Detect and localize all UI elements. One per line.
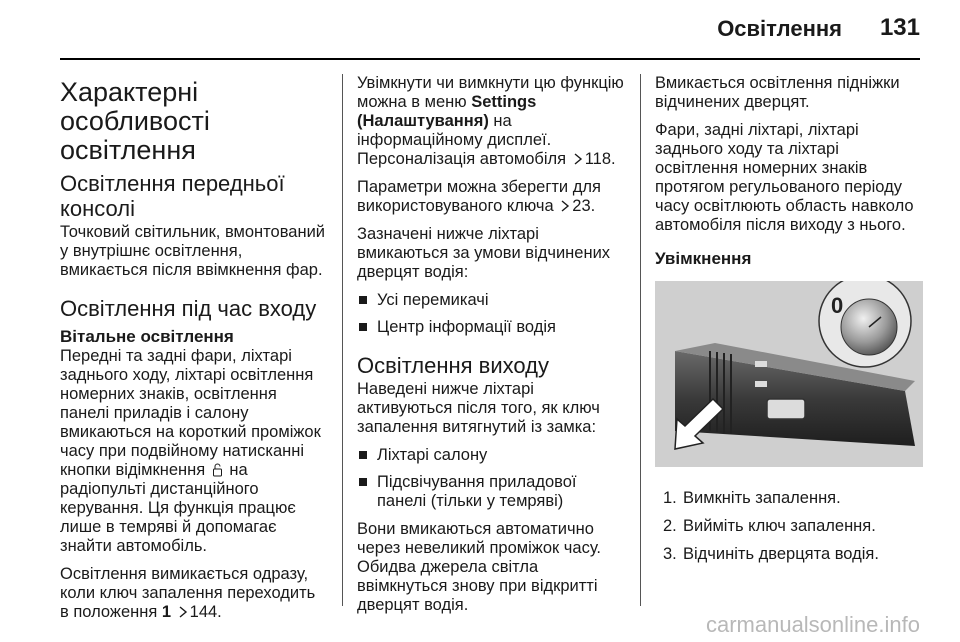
list-item: Усі перемикачі	[357, 291, 625, 310]
light-switch-illustration	[655, 281, 923, 467]
page-header	[0, 0, 960, 60]
exit-lighting-text: Фари, задні ліхтарі, ліхтарі заднього ходу та ліхтарі освітлення номерних знаків протягом регульованого періоду часу освітлюють область навколо автомобіля після виходу з нього.	[655, 121, 914, 234]
settings-menu-text: Увімкнути чи вимкнути цю функцію можна в меню Settings (Налаштування) на інформаційному дисплеї. Персоналізація автомобіля 118.	[357, 74, 624, 168]
watermark: carmanualsonline.info	[705, 612, 920, 637]
section-heading-exit: Освітлення виходу	[357, 353, 549, 378]
column-divider-1	[342, 74, 343, 606]
door-lights-text: Зазначені нижче ліхтарі вмикаються за умови відчинених дверцят водія:	[357, 225, 611, 281]
step-lighting-text: Вмикається освітлення підніжки відчинених дверцят.	[655, 74, 900, 111]
page-number: 131	[879, 14, 920, 41]
welcome-light-text: Передні та задні фари, ліхтарі заднього ходу, ліхтарі освітлення номерних знаків, освітлення панелі приладів і салону вмикаються на короткий проміжок часу при подвійному натисканні кнопки відімкнення на радіопульті дистанційного керування. Ця функція працює лише в темряві й допомагає знайти автомобіль.	[60, 347, 321, 555]
unlock-icon	[212, 463, 223, 477]
auto-off-text: Вони вмикаються автоматично через невеликий проміжок часу. Обидва джерела світла ввімкнуться знову при відкритті дверцят водія.	[357, 520, 602, 614]
list-item: Підсвічування приладової панелі (тільки у темряві)	[357, 473, 625, 511]
subheading-activation: Увімкнення	[655, 249, 752, 268]
console-light-text: Точковий світильник, вмонтований у внутрішнє освітлення, вмикається після ввімкнення фар.	[60, 223, 326, 279]
header-rule	[60, 58, 920, 60]
list-item: 3. Відчиніть дверцята водія.	[663, 545, 879, 563]
column-3	[655, 74, 923, 573]
switch-off-text: Освітлення вимикається одразу, коли ключ запалення переходить в положення 1 144.	[60, 565, 316, 621]
exit-lights-text: Наведені нижче ліхтарі активуються після того, як ключ запалення витягнутий із замка:	[357, 380, 600, 436]
list-item: Ліхтарі салону	[357, 446, 625, 465]
column-2	[357, 74, 625, 624]
section-heading-entry: Освітлення під час входу	[60, 296, 317, 321]
list-item: 2. Вийміть ключ запалення.	[663, 517, 876, 535]
column-divider-2	[640, 74, 641, 606]
running-title: Освітлення	[717, 16, 842, 41]
page-reference-arrow-icon	[573, 153, 583, 165]
door-lights-list	[357, 291, 625, 337]
activation-steps	[655, 489, 923, 564]
key-settings-text: Параметри можна зберегти для використовуваного ключа 23.	[357, 178, 601, 215]
light-switch-figure	[655, 281, 923, 467]
exit-lights-list	[357, 446, 625, 511]
page-reference-arrow-icon	[560, 200, 570, 212]
section-heading-console: Освітлення передньої консолі	[60, 171, 285, 221]
list-item: Центр інформації водія	[357, 318, 625, 337]
subheading-welcome: Вітальне освітлення	[60, 327, 234, 346]
chapter-heading: Характерні особливості освітлення	[60, 77, 210, 165]
column-1	[60, 74, 328, 631]
list-item: 1. Вимкніть запалення.	[663, 489, 841, 507]
switch-position-label: 0	[831, 293, 844, 318]
